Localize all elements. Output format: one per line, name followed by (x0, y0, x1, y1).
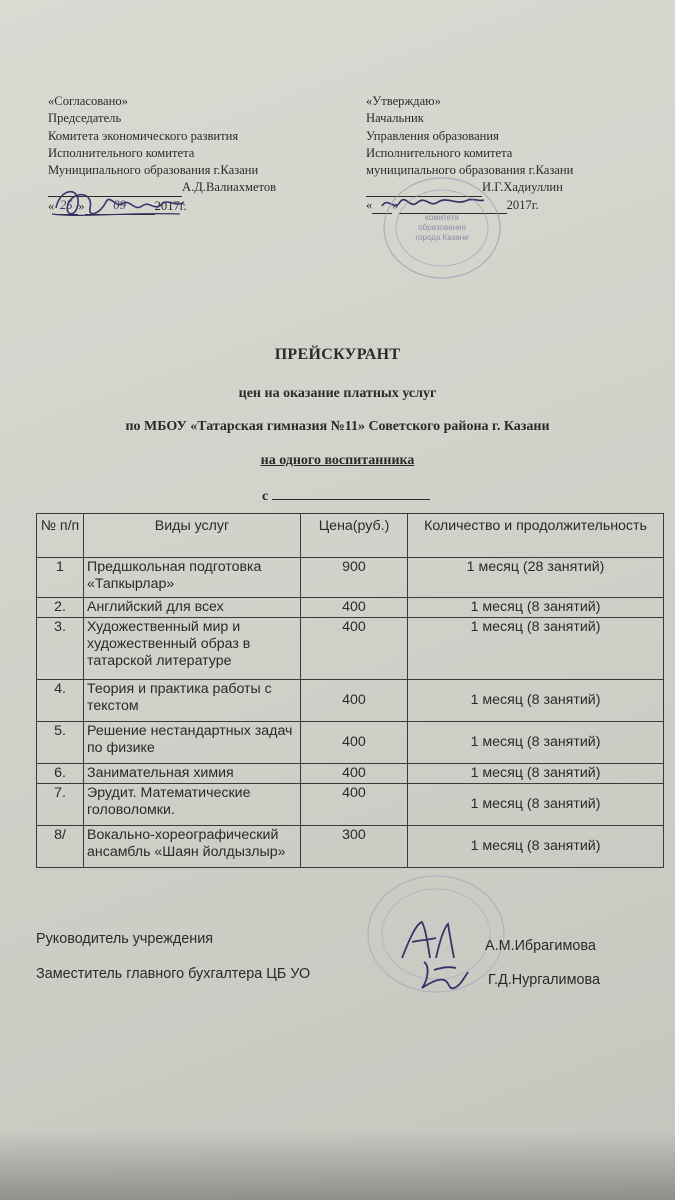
approval-line: муниципального образования г.Казани (366, 163, 574, 178)
service-price: 400 (301, 764, 408, 784)
service-duration: 1 месяц (8 занятий) (408, 722, 664, 764)
footer-deputy-name: Г.Д.Нургалимова (488, 972, 600, 988)
table-row (37, 764, 664, 784)
document-subtitle: по МБОУ «Татарская гимназия №11» Советского района г. Казани (125, 419, 550, 434)
document-title: ПРЕЙСКУРАНТ (274, 346, 401, 363)
approval-line: Комитета экономического развития (48, 128, 239, 143)
service-name: Теория и практика работы с текстом (84, 680, 301, 722)
service-name: Занимательная химия (84, 764, 301, 784)
row-number: 3. (37, 618, 84, 680)
service-name: Решение нестандартных задач по физике (84, 722, 301, 764)
stamp-text-line: образования (418, 223, 466, 232)
service-name: Художественный мир и художественный образ в татарской литературе (84, 618, 301, 680)
approval-line: Председатель (48, 111, 122, 126)
footer-deputy-label: Заместитель главного бухгалтера ЦБ УО (36, 966, 311, 982)
row-number: 7. (37, 784, 84, 826)
service-duration: 1 месяц (28 занятий) (408, 558, 664, 598)
approval-heading: «Согласовано» (48, 94, 128, 108)
row-number: 2. (37, 598, 84, 618)
table-row (37, 598, 664, 618)
service-price: 400 (301, 784, 408, 826)
price-table (36, 513, 664, 868)
table-header-row (37, 514, 664, 558)
service-name: Вокально-хореографический ансамбль «Шаян йолдызлыр» (84, 826, 301, 868)
row-number: 5. (37, 722, 84, 764)
column-header: № п/п (37, 514, 84, 558)
service-price: 400 (301, 722, 408, 764)
service-duration: 1 месяц (8 занятий) (408, 784, 664, 826)
service-price: 900 (301, 558, 408, 598)
photo-shadow (0, 1130, 675, 1200)
column-header: Цена(руб.) (301, 514, 408, 558)
effective-date-line: с (262, 487, 430, 505)
approval-line: Исполнительного комитета (48, 145, 195, 160)
row-number: 1 (37, 558, 84, 598)
table-row (37, 618, 664, 680)
service-duration: 1 месяц (8 занятий) (408, 680, 664, 722)
table-row (37, 826, 664, 868)
column-header: Количество и продолжительность (408, 514, 664, 558)
approval-heading: «Утверждаю» (366, 94, 441, 108)
approval-line: Управления образования (366, 128, 499, 143)
stamp-text-line: города Казани (415, 233, 469, 242)
service-name: Английский для всех (84, 598, 301, 618)
service-duration: 1 месяц (8 занятий) (408, 598, 664, 618)
approval-date: « » 2017г. (366, 197, 573, 214)
document-subtitle: цен на оказание платных услуг (238, 386, 437, 401)
row-number: 8/ (37, 826, 84, 868)
service-name: Предшкольная подготовка «Тапкырлар» (84, 558, 301, 598)
table-row (37, 722, 664, 764)
approval-line: Начальник (366, 111, 424, 126)
service-name: Эрудит. Математические головоломки. (84, 784, 301, 826)
signatory-name: А.Д.Валиахметов (182, 180, 277, 195)
signature-scribble-deputy (414, 956, 474, 994)
row-number: 6. (37, 764, 84, 784)
stamp-text-line: комитета (425, 213, 459, 222)
service-duration: 1 месяц (8 занятий) (408, 826, 664, 868)
service-price: 400 (301, 680, 408, 722)
service-duration: 1 месяц (8 занятий) (408, 764, 664, 784)
table-row (37, 680, 664, 722)
row-number: 4. (37, 680, 84, 722)
signature-scribble-left (50, 178, 190, 226)
document-subtitle: на одного воспитанника (260, 453, 415, 468)
approval-line: Исполнительного комитета (366, 145, 513, 160)
service-price: 400 (301, 618, 408, 680)
footer-head-label: Руководитель учреждения (36, 931, 214, 947)
service-duration: 1 месяц (8 занятий) (408, 618, 664, 680)
service-price: 400 (301, 598, 408, 618)
table-row (37, 784, 664, 826)
table-row (37, 558, 664, 598)
official-stamp-right (378, 172, 508, 282)
signatory-name: И.Г.Хадиуллин (482, 180, 563, 195)
approval-date: « 25 » 09 2017г. (48, 197, 276, 215)
footer-head-name: А.М.Ибрагимова (485, 938, 596, 954)
column-header: Виды услуг (84, 514, 301, 558)
approval-line: Муниципального образования г.Казани (48, 163, 259, 178)
service-price: 300 (301, 826, 408, 868)
